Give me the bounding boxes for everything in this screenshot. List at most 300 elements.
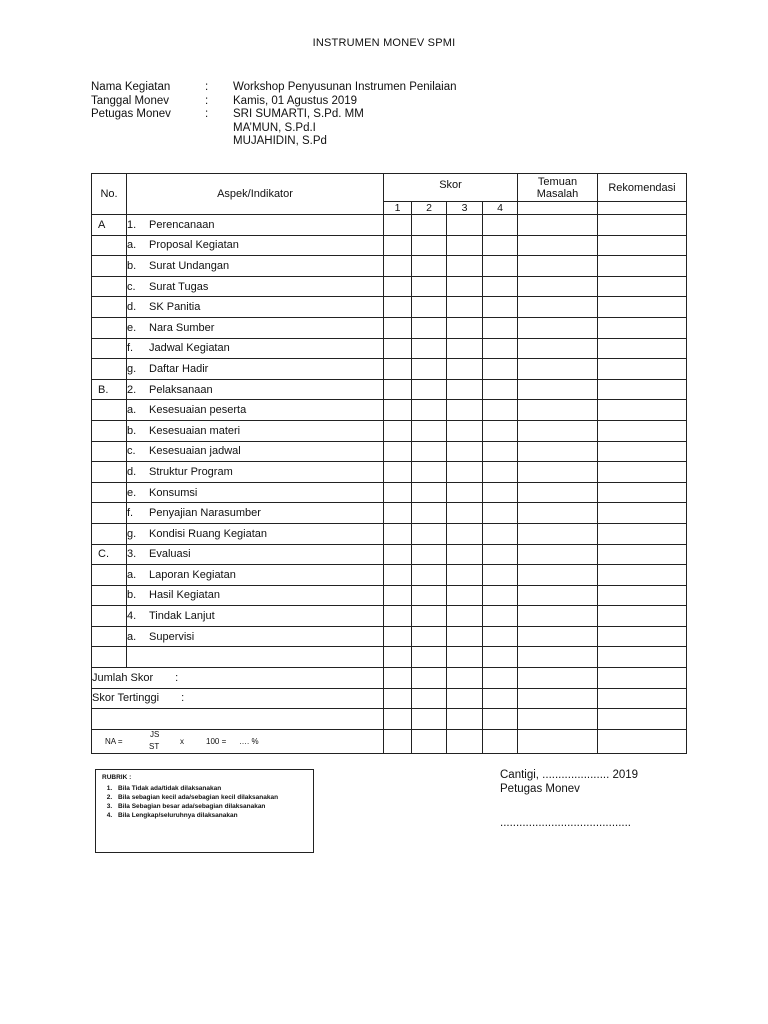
row-item-number: 1. [127,218,137,231]
score-2-cell[interactable] [412,276,447,297]
row-aspek [127,256,384,277]
score-2-cell[interactable] [412,523,447,544]
score-3-cell[interactable] [447,626,483,647]
score-4-cell[interactable] [483,256,518,277]
blank-aspek-cell [127,647,384,668]
rubrik-list [102,784,307,820]
score-4-cell[interactable] [483,606,518,627]
score-1-cell[interactable] [384,441,412,462]
score-4-cell[interactable] [483,585,518,606]
rubrik-item: 4. Bila Lengkap/seluruhnya dilaksanakan [114,811,307,820]
score-4-cell[interactable] [483,729,518,753]
score-2-cell[interactable] [412,585,447,606]
na-row [92,729,687,753]
rekomendasi-cell[interactable] [598,379,687,400]
row-no [92,297,127,318]
score-2-cell[interactable] [412,317,447,338]
table-row [92,606,687,627]
table-row [92,626,687,647]
score-4-cell[interactable] [483,688,518,709]
score-1-cell[interactable] [384,379,412,400]
row-item-label: Daftar Hadir [149,362,209,375]
score-3-cell[interactable] [447,523,483,544]
table-row [92,317,687,338]
temuan-cell[interactable] [518,338,598,359]
row-no [92,585,127,606]
score-1-cell[interactable] [384,729,412,753]
rekomendasi-cell[interactable] [598,462,687,483]
temuan-cell[interactable] [518,668,598,689]
score-2-cell[interactable] [412,565,447,586]
rekomendasi-cell[interactable] [598,400,687,421]
row-no [92,503,127,524]
score-3-cell[interactable] [447,647,483,668]
rekomendasi-cell[interactable] [598,338,687,359]
rekomendasi-cell[interactable] [598,297,687,318]
score-1-cell[interactable] [384,359,412,380]
row-no [92,235,127,256]
row-item-label: Supervisi [149,630,195,643]
blank-row [92,647,687,668]
rekomendasi-cell[interactable] [598,420,687,441]
score-3-cell[interactable] [447,503,483,524]
temuan-cell[interactable] [518,359,598,380]
row-item-number: 2. [127,383,137,396]
score-1-cell[interactable] [384,647,412,668]
header-temuan-masalah [518,174,598,202]
score-2-cell[interactable] [412,215,447,236]
score-2-cell[interactable] [412,379,447,400]
rekomendasi-cell[interactable] [598,565,687,586]
score-4-cell[interactable] [483,523,518,544]
rekomendasi-cell[interactable] [598,215,687,236]
rubrik-item: 2. Bila sebagian kecil ada/sebagian kecil dilaksanakan [114,793,307,802]
table-row [92,400,687,421]
info-colon: : [205,81,209,93]
rekomendasi-cell[interactable] [598,256,687,277]
row-item-number: a. [127,404,137,417]
score-3-cell[interactable] [447,235,483,256]
score-3-cell[interactable] [447,606,483,627]
score-2-cell[interactable] [412,441,447,462]
row-item-label: SK Panitia [149,301,201,314]
score-1-cell[interactable] [384,276,412,297]
score-4-cell[interactable] [483,235,518,256]
temuan-cell[interactable] [518,462,598,483]
score-1-cell[interactable] [384,317,412,338]
rekomendasi-cell[interactable] [598,503,687,524]
row-item-label: Kesesuaian materi [149,424,241,437]
score-4-cell[interactable] [483,276,518,297]
score-2-cell[interactable] [412,420,447,441]
header-skor-1: 1 [384,202,412,215]
rekomendasi-cell[interactable] [598,441,687,462]
summary-colon: : [175,671,179,684]
temuan-cell[interactable] [518,215,598,236]
score-1-cell[interactable] [384,297,412,318]
score-3-cell[interactable] [447,338,483,359]
header-skor: Skor [384,174,518,202]
rubrik-item: 3. Bila Sebagian besar ada/sebagian dilaksanakan [114,802,307,811]
score-3-cell[interactable] [447,462,483,483]
score-3-cell[interactable] [447,317,483,338]
rekomendasi-cell[interactable] [598,606,687,627]
score-1-cell[interactable] [384,462,412,483]
temuan-cell[interactable] [518,235,598,256]
row-item-label: Evaluasi [149,548,191,561]
row-aspek [127,626,384,647]
score-2-cell[interactable] [412,503,447,524]
score-3-cell[interactable] [447,482,483,503]
row-aspek [127,565,384,586]
rekomendasi-cell[interactable] [598,317,687,338]
row-item-label: Kesesuaian jadwal [149,445,241,458]
score-3-cell[interactable] [447,668,483,689]
score-4-cell[interactable] [483,482,518,503]
score-4-cell[interactable] [483,668,518,689]
score-3-cell[interactable] [447,297,483,318]
info-value: Workshop Penyusunan Instrumen Penilaian [233,81,457,93]
row-item-number: a. [127,630,137,643]
score-2-cell[interactable] [412,709,447,730]
score-1-cell[interactable] [384,235,412,256]
na-label: NA = [105,737,123,747]
score-1-cell[interactable] [384,709,412,730]
score-2-cell[interactable] [412,606,447,627]
summary-colon: : [181,692,185,705]
score-2-cell[interactable] [412,338,447,359]
row-aspek [127,359,384,380]
score-4-cell[interactable] [483,215,518,236]
score-1-cell[interactable] [384,256,412,277]
info-colon: : [205,108,209,120]
signature-line: ......................................... [500,817,631,829]
info-label: Tanggal Monev [91,94,169,107]
jumlah-skor-row [92,668,687,689]
score-2-cell[interactable] [412,235,447,256]
rekomendasi-cell[interactable] [598,544,687,565]
info-label: Petugas Monev [91,108,171,120]
row-item-label: Tindak Lanjut [149,610,215,623]
score-2-cell[interactable] [412,729,447,753]
row-item-number: a. [127,568,137,581]
row-no [92,256,127,277]
row-item-number: c. [127,280,136,293]
row-no [92,420,127,441]
header-aspek: Aspek/Indikator [127,174,384,215]
score-3-cell[interactable] [447,400,483,421]
score-1-cell[interactable] [384,420,412,441]
temuan-cell[interactable] [518,503,598,524]
row-aspek [127,523,384,544]
table-row [92,215,687,236]
rubrik-title: RUBRIK : [102,774,132,781]
score-3-cell[interactable] [447,585,483,606]
score-3-cell[interactable] [447,709,483,730]
row-item-number: b. [127,589,137,602]
score-3-cell[interactable] [447,565,483,586]
na-st: ST [149,742,160,752]
row-item-number: d. [127,465,137,478]
score-2-cell[interactable] [412,482,447,503]
temuan-cell[interactable] [518,256,598,277]
temuan-cell[interactable] [518,647,598,668]
temuan-cell[interactable] [518,482,598,503]
row-no [92,462,127,483]
row-aspek [127,297,384,318]
score-1-cell[interactable] [384,503,412,524]
score-1-cell[interactable] [384,606,412,627]
row-item-number: b. [127,259,137,272]
temuan-cell[interactable] [518,565,598,586]
row-item-number: e. [127,486,137,499]
row-no [92,317,127,338]
score-2-cell[interactable] [412,647,447,668]
score-2-cell[interactable] [412,462,447,483]
score-1-cell[interactable] [384,585,412,606]
info-label: Nama Kegiatan [91,81,171,93]
row-no [92,441,127,462]
na-formula-cell [92,729,384,753]
score-4-cell[interactable] [483,420,518,441]
score-4-cell[interactable] [483,709,518,730]
header-no: No. [92,174,127,215]
row-no [92,276,127,297]
rubrik-box [95,769,314,853]
temuan-cell[interactable] [518,544,598,565]
table-row [92,276,687,297]
score-4-cell[interactable] [483,565,518,586]
table-row [92,565,687,586]
row-no [92,565,127,586]
temuan-cell[interactable] [518,729,598,753]
score-2-cell[interactable] [412,688,447,709]
score-2-cell[interactable] [412,668,447,689]
na-hundred: 100 = [206,737,227,747]
document-title: INSTRUMEN MONEV SPMI [312,37,456,49]
rekomendasi-cell[interactable] [598,626,687,647]
row-item-label: Pelaksanaan [149,383,213,396]
score-3-cell[interactable] [447,379,483,400]
row-item-label: Proposal Kegiatan [149,239,239,252]
table-row [92,359,687,380]
table-row [92,338,687,359]
header-skor-2: 2 [412,202,447,215]
table-row [92,256,687,277]
row-item-number: d. [127,301,137,314]
temuan-cell[interactable] [518,585,598,606]
temuan-cell[interactable] [518,523,598,544]
temuan-cell[interactable] [518,379,598,400]
blank-cell [92,709,384,730]
row-item-number: g. [127,362,137,375]
temuan-cell[interactable] [518,400,598,421]
score-4-cell[interactable] [483,647,518,668]
score-1-cell[interactable] [384,626,412,647]
row-item-label: Penyajian Narasumber [149,507,261,520]
header-masalah: Masalah [536,187,579,200]
row-item-number: f. [127,342,134,355]
info-colon: : [205,94,209,107]
score-2-cell[interactable] [412,359,447,380]
score-2-cell[interactable] [412,297,447,318]
score-1-cell[interactable] [384,338,412,359]
temuan-cell[interactable] [518,297,598,318]
rekomendasi-cell[interactable] [598,688,687,709]
summary-label-cell [92,668,384,689]
temuan-cell[interactable] [518,709,598,730]
score-1-cell[interactable] [384,544,412,565]
score-4-cell[interactable] [483,544,518,565]
header-temuan-blank [518,202,598,215]
table-body [92,215,687,754]
row-item-label: Nara Sumber [149,321,215,334]
row-aspek [127,215,384,236]
score-1-cell[interactable] [384,565,412,586]
score-3-cell[interactable] [447,688,483,709]
score-3-cell[interactable] [447,359,483,380]
table-row [92,503,687,524]
row-aspek [127,338,384,359]
na-js: JS [150,730,160,740]
row-item-number: c. [127,445,136,458]
score-4-cell[interactable] [483,317,518,338]
table-row [92,523,687,544]
rubrik-item: 1. Bila Tidak ada/tidak dilaksanakan [114,784,307,793]
row-aspek [127,585,384,606]
row-item-number: 4. [127,610,137,623]
table-row [92,585,687,606]
rekomendasi-cell[interactable] [598,359,687,380]
score-3-cell[interactable] [447,729,483,753]
score-2-cell[interactable] [412,400,447,421]
temuan-cell[interactable] [518,626,598,647]
row-aspek [127,235,384,256]
score-3-cell[interactable] [447,276,483,297]
table-row [92,441,687,462]
score-2-cell[interactable] [412,256,447,277]
temuan-cell[interactable] [518,688,598,709]
row-item-label: Laporan Kegiatan [149,568,236,581]
rekomendasi-cell[interactable] [598,647,687,668]
row-aspek [127,606,384,627]
score-4-cell[interactable] [483,626,518,647]
score-3-cell[interactable] [447,544,483,565]
rekomendasi-cell[interactable] [598,523,687,544]
temuan-cell[interactable] [518,441,598,462]
table-header-row [92,174,687,202]
score-4-cell[interactable] [483,441,518,462]
row-item-label: Hasil Kegiatan [149,589,220,602]
row-aspek [127,276,384,297]
row-aspek [127,503,384,524]
score-4-cell[interactable] [483,503,518,524]
table-row [92,544,687,565]
row-item-label: Kondisi Ruang Kegiatan [149,527,268,540]
score-1-cell[interactable] [384,523,412,544]
row-item-number: f. [127,507,134,520]
rekomendasi-cell[interactable] [598,668,687,689]
skor-tertinggi-row [92,688,687,709]
row-aspek [127,420,384,441]
summary-label: Skor Tertinggi [92,692,160,705]
row-item-label: Kesesuaian peserta [149,404,247,417]
score-2-cell[interactable] [412,626,447,647]
header-skor-3: 3 [447,202,483,215]
rekomendasi-cell[interactable] [598,482,687,503]
table-row [92,482,687,503]
row-no [92,606,127,627]
row-item-number: a. [127,239,137,252]
score-4-cell[interactable] [483,359,518,380]
score-1-cell[interactable] [384,215,412,236]
header-temuan: Temuan [537,175,578,188]
row-no: C. [92,544,127,565]
row-item-label: Struktur Program [149,465,233,478]
score-3-cell[interactable] [447,420,483,441]
score-1-cell[interactable] [384,668,412,689]
table-row [92,462,687,483]
score-4-cell[interactable] [483,462,518,483]
row-item-number: g. [127,527,137,540]
row-aspek [127,379,384,400]
header-rekomendasi: Rekomendasi [598,174,687,202]
temuan-cell[interactable] [518,317,598,338]
row-item-number: 3. [127,548,137,561]
rekomendasi-cell[interactable] [598,585,687,606]
info-value: MA’MUN, S.Pd.I [233,121,316,134]
blank-row [92,709,687,730]
row-item-label: Surat Tugas [149,280,209,293]
score-1-cell[interactable] [384,688,412,709]
header-skor-4: 4 [483,202,518,215]
score-4-cell[interactable] [483,338,518,359]
rekomendasi-cell[interactable] [598,235,687,256]
score-1-cell[interactable] [384,482,412,503]
table-row [92,379,687,400]
row-no [92,400,127,421]
row-no [92,359,127,380]
row-aspek [127,544,384,565]
rekomendasi-cell[interactable] [598,729,687,753]
row-no [92,626,127,647]
row-item-label: Konsumsi [149,486,198,499]
score-4-cell[interactable] [483,297,518,318]
summary-label-cell [92,688,384,709]
score-3-cell[interactable] [447,215,483,236]
score-3-cell[interactable] [447,441,483,462]
blank-no-cell [92,647,127,668]
score-2-cell[interactable] [412,544,447,565]
row-item-label: Surat Undangan [149,259,230,272]
row-aspek [127,441,384,462]
info-value: MUJAHIDIN, S.Pd [233,135,327,147]
score-1-cell[interactable] [384,400,412,421]
temuan-cell[interactable] [518,276,598,297]
row-no [92,482,127,503]
signature-block [500,768,638,830]
row-no: A [92,215,127,236]
score-3-cell[interactable] [447,256,483,277]
temuan-cell[interactable] [518,420,598,441]
score-4-cell[interactable] [483,379,518,400]
rekomendasi-cell[interactable] [598,276,687,297]
rekomendasi-cell[interactable] [598,709,687,730]
signature-role: Petugas Monev [500,783,580,795]
temuan-cell[interactable] [518,606,598,627]
signature-place-date: Cantigi, ..................... 2019 [500,769,639,781]
score-4-cell[interactable] [483,400,518,421]
